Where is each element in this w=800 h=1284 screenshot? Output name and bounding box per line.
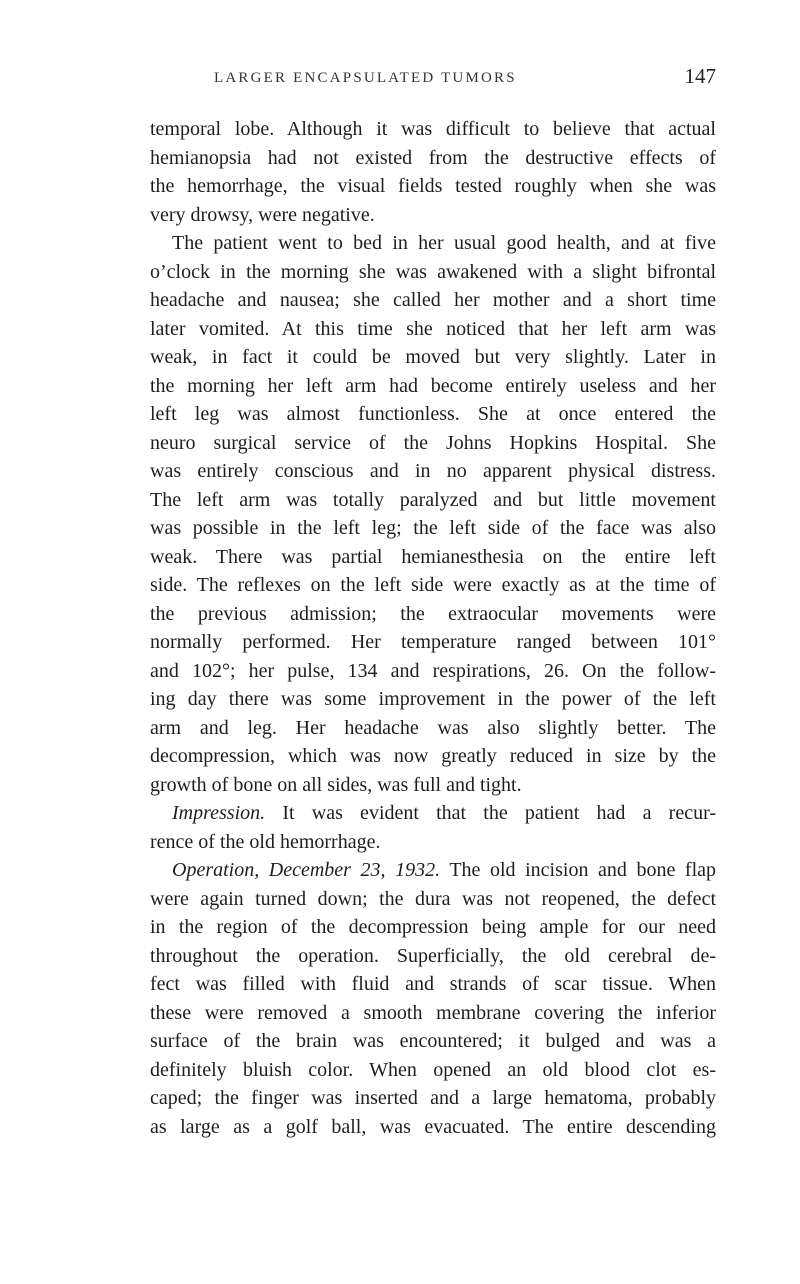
text-line: decompression, which was now greatly reduced in size by the bbox=[150, 745, 716, 767]
impression-heading: Impression. bbox=[172, 802, 266, 824]
text-line: neuro surgical service of the Johns Hopkins Hospital. She bbox=[150, 431, 716, 454]
body-text bbox=[150, 115, 716, 1141]
text-line: the previous admission; the extraocular movements were bbox=[150, 602, 716, 625]
text-line: later vomited. At this time she noticed that her left arm was bbox=[150, 317, 716, 340]
text-line: throughout the operation. Superficially, the old cerebral de- bbox=[150, 944, 716, 967]
text-line: The old incision and bone flap bbox=[449, 859, 716, 881]
text-line: surface of the brain was encountered; it bulged and was a bbox=[150, 1030, 716, 1052]
text-line: rence of the old hemorrhage. bbox=[150, 830, 381, 853]
text-line: weak, in fact it could be moved but very slightly. Later in bbox=[150, 346, 716, 368]
operation-heading: Operation, December 23, 1932. bbox=[172, 859, 441, 881]
text-line: left leg was almost functionless. She at once entered the bbox=[150, 403, 716, 425]
text-line: and 102°; her pulse, 134 and respirations, 26. On the follow- bbox=[150, 659, 716, 682]
text-line: was possible in the left leg; the left side of the face was also bbox=[150, 517, 716, 539]
text-line: weak. There was partial hemianesthesia on the entire left bbox=[150, 545, 716, 568]
text-line: The patient went to bed in her usual good health, and at five bbox=[172, 232, 716, 254]
text-line: temporal lobe. Although it was difficult to believe that actual bbox=[150, 118, 716, 140]
text-line: o’clock in the morning she was awakened with a slight bifrontal bbox=[150, 260, 716, 283]
text-line: fect was filled with fluid and strands of scar tissue. When bbox=[150, 973, 716, 995]
text-line: these were removed a smooth membrane covering the inferior bbox=[150, 1001, 716, 1024]
text-line: headache and nausea; she called her mother and a short time bbox=[150, 289, 716, 311]
text-line: hemianopsia had not existed from the destructive effects of bbox=[150, 146, 716, 169]
text-line: the morning her left arm had become entirely useless and her bbox=[150, 374, 716, 397]
text-line: ing day there was some improvement in the power of the left bbox=[150, 688, 716, 710]
text-line: very drowsy, were negative. bbox=[150, 203, 375, 226]
text-line: the hemorrhage, the visual fields tested roughly when she was bbox=[150, 175, 716, 197]
page-number: 147 bbox=[684, 64, 716, 88]
text-line: The left arm was totally paralyzed and but little movement bbox=[150, 488, 716, 511]
page-header bbox=[151, 64, 716, 94]
text-line: was entirely conscious and in no apparent physical distress. bbox=[150, 460, 716, 482]
impression-paragraph bbox=[150, 799, 716, 828]
text-line: side. The reflexes on the left side were exactly as at the time of bbox=[150, 574, 716, 596]
text-line: as large as a golf ball, was evacuated. The entire descending bbox=[150, 1115, 716, 1138]
text-line: were again turned down; the dura was not reopened, the defect bbox=[150, 887, 716, 910]
text-line: normally performed. Her temperature ranged between 101° bbox=[150, 631, 716, 653]
text-line: caped; the finger was inserted and a large hematoma, probably bbox=[150, 1087, 716, 1109]
text-line: growth of bone on all sides, was full and tight. bbox=[150, 773, 522, 796]
text-line: arm and leg. Her headache was also slightly better. The bbox=[150, 716, 716, 739]
text-line: in the region of the decompression being ample for our need bbox=[150, 916, 716, 938]
operation-paragraph bbox=[150, 856, 716, 885]
text-line: It was evident that the patient had a recur- bbox=[282, 802, 716, 824]
running-title: LARGER ENCAPSULATED TUMORS bbox=[214, 70, 517, 86]
text-line: definitely bluish color. When opened an old blood clot es- bbox=[150, 1058, 716, 1081]
